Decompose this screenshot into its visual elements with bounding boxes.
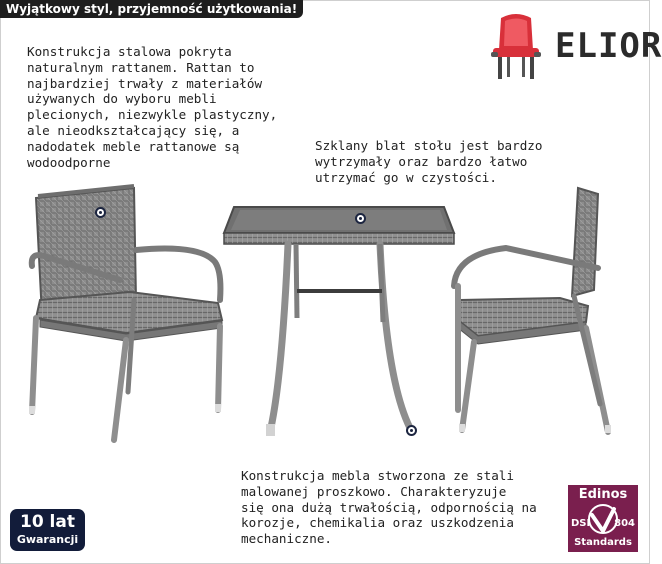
certificate-badge [568,485,638,552]
warranty-years: 10 lat [19,512,75,532]
top-banner: Wyjątkowy styl, przyjemność użytkowania! [0,0,303,18]
certificate-right-code: 804 [614,518,635,529]
certificate-left-code: DSI [571,518,591,529]
certificate-name: Edinos [578,487,628,502]
left-chair [29,186,222,440]
warranty-badge [10,509,85,551]
note-rattan-frame: Konstrukcja stalowa pokryta naturalnym rattanem. Rattan to najbardziej trwały z materiałów używanych do wyboru mebli plecionych, niezwykle plastyczny, ale nieodkształcający się, a nadodatek meble rattanowe są wodoodporne [27,44,278,170]
table [224,207,454,436]
note-glass-top: Szklany blat stołu jest bardzo wytrzymały oraz bardzo łatwo utrzymać go w czystości. [315,138,543,185]
hotspot-dot-icon[interactable] [355,213,366,224]
warranty-label: Gwarancji [16,533,79,546]
right-chair [454,188,611,433]
hotspot-dot-icon[interactable] [406,425,417,436]
brand-name: ELIOR [555,26,662,66]
hotspot-dot-icon[interactable] [95,207,106,218]
note-steel-construction: Konstrukcja mebla stworzona ze stali malowanej proszkowo. Charakteryzuje się ona dużą trwałością, odpornością na korozje, chemikalia oraz uszkodzenia mechaniczne. [241,468,537,547]
certificate-label: Standards [574,537,632,548]
